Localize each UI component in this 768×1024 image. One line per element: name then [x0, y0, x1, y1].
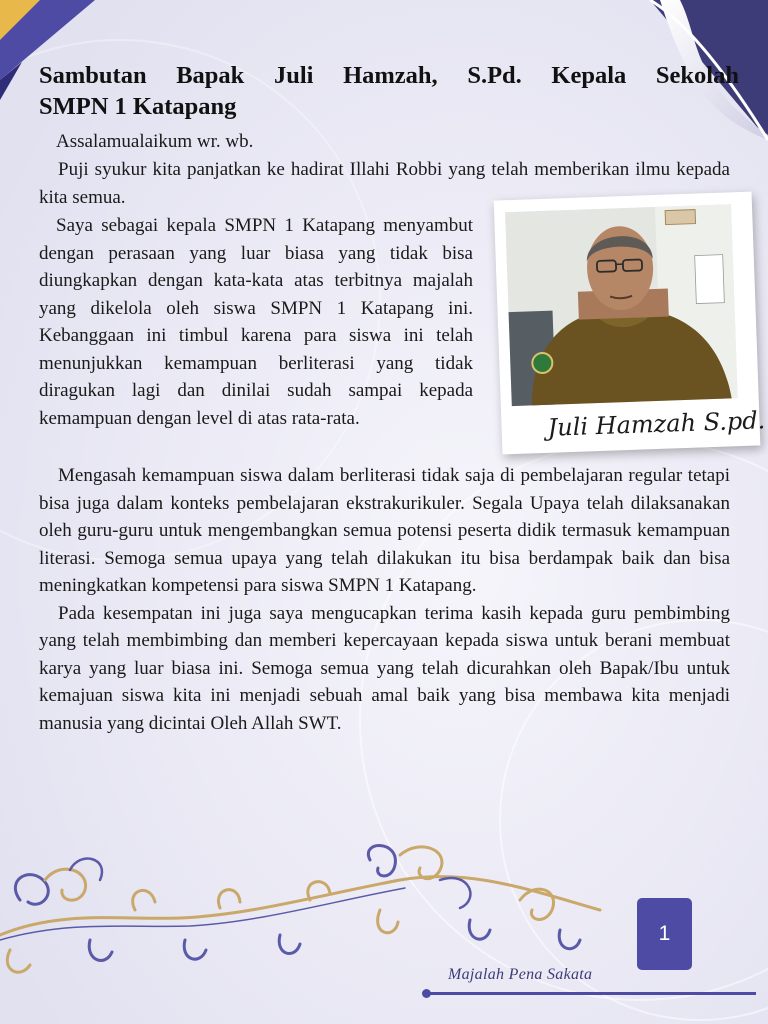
narrow-column [39, 212, 473, 432]
wide-column [39, 462, 730, 737]
paragraph-3: Mengasah kemampuan siswa dalam berliterasi tidak saja di pembelajaran regular tetapi bisa juga dalam konteks pembelajaran ekstrakurikuler. Segala Upaya telah dilaksanakan oleh guru-guru untuk mengembangkan semua potensi peserta didik termasuk kemampuan literasi. Semoga semua upaya yang telah dilakukan itu bisa berdampak baik dan bisa meningkatkan kompetensi para siswa SMPN 1 Katapang. [39, 465, 730, 596]
paragraph-2: Saya sebagai kepala SMPN 1 Katapang menyambut dengan perasaan yang luar biasa yang tidak bisa diungkapkan dengan kata-kata atas terbitnya majalah yang dikelola oleh siswa SMPN 1 Katapang ini. Kebanggaan ini timbul karena para siswa ini telah menunjukkan kemampuan berliterasi yang tidak diragukan lagi dan dinilai sudah sampai kepada kemampuan dengan level di atas rata-rata. [39, 215, 473, 429]
floral-ornament-icon [0, 840, 620, 980]
svg-text:Juli Hamzah S.pd.: Juli Hamzah S.pd. [547, 406, 766, 442]
title-line-2: SMPN 1 Katapang [39, 93, 237, 120]
paragraph-1: Puji syukur kita panjatkan ke hadirat Illahi Robbi yang telah memberikan ilmu kepada kita semua. [39, 159, 730, 208]
title-line-1: Sambutan Bapak Juli Hamzah, S.Pd. Kepala Sekolah [39, 62, 739, 89]
footer-line [426, 992, 756, 995]
paragraph-4: Pada kesempatan ini juga saya mengucapkan terima kasih kepada guru pembimbing yang telah membimbing dan memberi kepercayaan kepada siswa untuk berani membuat karya yang luar biasa ini. Semoga semua yang telah dicurahkan oleh Bapak/Ibu untuk kemajuan siswa kita ini menjadi sebuah amal baik yang bisa membawa kita menjadi manusia yang dicintai Oleh Allah SWT. [39, 602, 730, 734]
principal-photo [505, 204, 738, 406]
magazine-name: Majalah Pena Sakata [448, 966, 593, 983]
principal-photo-frame [494, 192, 766, 455]
page-title [39, 60, 739, 122]
page-number-badge: 1 [637, 898, 692, 970]
signature [541, 401, 766, 444]
greeting: Assalamualaikum wr. wb. [56, 131, 254, 152]
